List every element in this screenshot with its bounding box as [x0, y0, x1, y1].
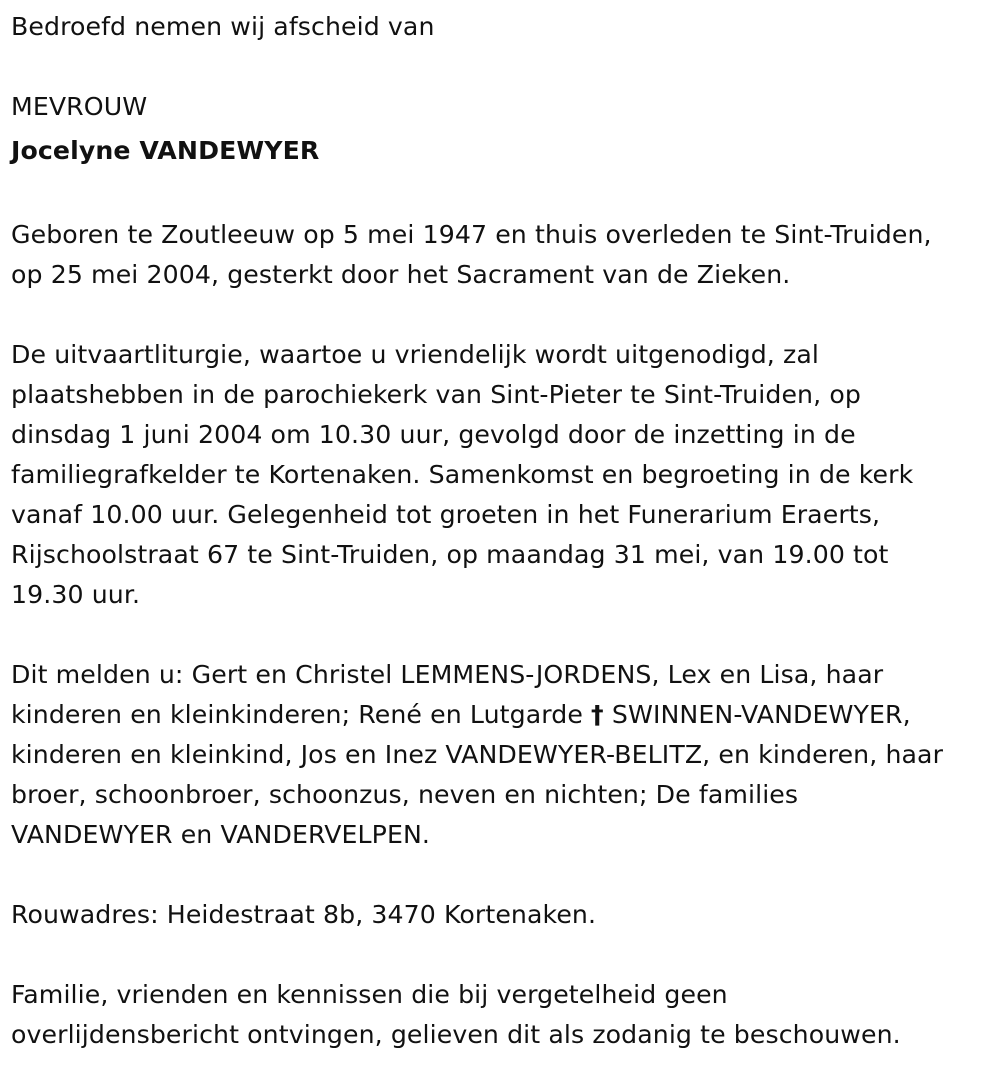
cross-icon: †: [591, 700, 604, 729]
funeral-line: plaatshebben in de parochiekerk van Sint-Pieter te Sint-Truiden, op: [11, 380, 861, 409]
funeral-line: De uitvaartliturgie, waartoe u vriendelijk wordt uitgenodigd, zal: [11, 340, 819, 369]
closing-line: Familie, vrienden en kennissen die bij vergetelheid geen: [11, 980, 728, 1009]
intro-text: Bedroefd nemen wij afscheid van: [11, 12, 435, 41]
obituary-notice: [11, 7, 991, 1055]
funeral-paragraph: [11, 335, 991, 615]
funeral-line: dinsdag 1 juni 2004 om 10.30 uur, gevolgd door de inzetting in de: [11, 420, 856, 449]
spacer: [11, 935, 991, 975]
family-line: Dit melden u: Gert en Christel LEMMENS-JORDENS, Lex en Lisa, haar: [11, 660, 884, 689]
family-text: kinderen en kleinkinderen; René en Lutgarde: [11, 700, 592, 729]
mourning-address: Rouwadres: Heidestraat 8b, 3470 Kortenaken.: [11, 900, 597, 929]
spacer: [11, 615, 991, 655]
closing-line: overlijdensbericht ontvingen, gelieven dit als zodanig te beschouwen.: [11, 1020, 901, 1049]
funeral-line: familiegrafkelder te Kortenaken. Samenkomst en begroeting in de kerk: [11, 460, 914, 489]
birth-line: op 25 mei 2004, gesterkt door het Sacrament van de Zieken.: [11, 260, 791, 289]
honorific-title: MEVROUW: [11, 92, 148, 121]
family-line: kinderen en kleinkind, Jos en Inez VANDEWYER-BELITZ, en kinderen, haar: [11, 740, 944, 769]
spacer: [11, 855, 991, 895]
family-line: [11, 695, 991, 735]
spacer: [11, 175, 991, 215]
funeral-line: Rijschoolstraat 67 te Sint-Truiden, op maandag 31 mei, van 19.00 tot: [11, 540, 889, 569]
family-text: SWINNEN-VANDEWYER,: [603, 700, 911, 729]
closing-paragraph: [11, 975, 991, 1055]
spacer: [11, 295, 991, 335]
birth-line: Geboren te Zoutleeuw op 5 mei 1947 en thuis overleden te Sint-Truiden,: [11, 220, 932, 249]
family-line: broer, schoonbroer, schoonzus, neven en nichten; De families: [11, 780, 799, 809]
funeral-line: 19.30 uur.: [11, 580, 141, 609]
birth-paragraph: [11, 215, 991, 295]
family-paragraph: [11, 655, 991, 855]
family-line: VANDEWYER en VANDERVELPEN.: [11, 820, 431, 849]
deceased-name: Jocelyne VANDEWYER: [11, 136, 320, 165]
funeral-line: vanaf 10.00 uur. Gelegenheid tot groeten in het Funerarium Eraerts,: [11, 500, 881, 529]
